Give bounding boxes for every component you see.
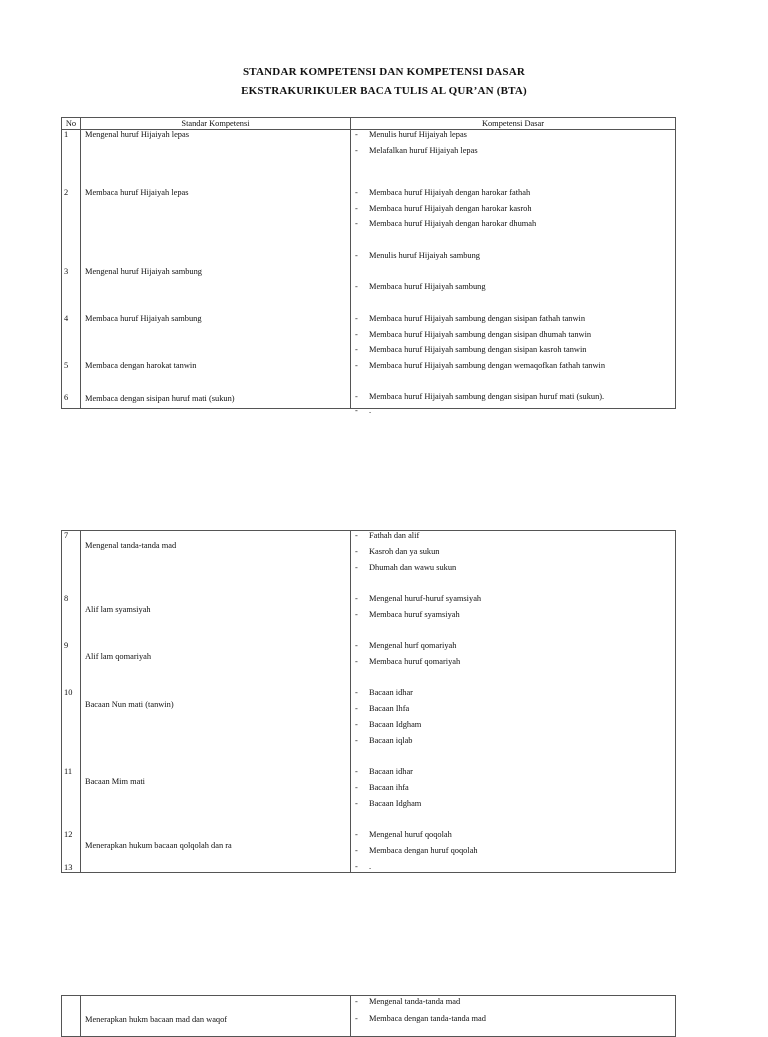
header-no: No bbox=[62, 118, 81, 130]
standar-kompetensi-text: Mengenal huruf Hijaiyah sambung bbox=[85, 267, 202, 276]
header-kompetensi-dasar: Kompetensi Dasar bbox=[351, 118, 676, 130]
kompetensi-dasar-item: - Bacaan Idgham bbox=[355, 720, 422, 729]
document-subtitle: EKSTRAKURIKULER BACA TULIS AL QUR’AN (BTA) bbox=[241, 85, 527, 97]
standar-kompetensi-column bbox=[81, 996, 351, 1037]
row-number: 8 bbox=[64, 594, 69, 603]
kompetensi-dasar-item: - Membaca dengan huruf qoqolah bbox=[355, 846, 478, 855]
kompetensi-dasar-column bbox=[351, 130, 676, 415]
competency-table-2 bbox=[61, 530, 676, 873]
kompetensi-dasar-item: - Membaca huruf syamsiyah bbox=[355, 610, 460, 619]
competency-table-3 bbox=[61, 995, 676, 1037]
kompetensi-dasar-item: - Membaca huruf Hijaiyah sambung dengan wemaqofkan fathah tanwin bbox=[355, 361, 606, 370]
row-number: 6 bbox=[64, 393, 69, 402]
standar-kompetensi-text: Membaca huruf Hijaiyah lepas bbox=[85, 188, 189, 197]
kompetensi-dasar-item: - . bbox=[355, 406, 372, 415]
kompetensi-dasar-item: - Membaca huruf qomariyah bbox=[355, 657, 461, 666]
number-column bbox=[62, 996, 81, 1037]
row-number: 11 bbox=[64, 767, 73, 776]
document-title: STANDAR KOMPETENSI DAN KOMPETENSI DASAR bbox=[242, 66, 526, 78]
number-column bbox=[62, 130, 81, 409]
kompetensi-dasar-item: - Melafalkan huruf Hijaiyah lepas bbox=[355, 146, 478, 155]
standar-kompetensi-text: Mengenal huruf Hijaiyah lepas bbox=[85, 130, 189, 139]
table-body-row bbox=[62, 130, 676, 409]
row-number: 12 bbox=[64, 830, 73, 839]
kompetensi-dasar-item: - Membaca dengan tanda-tanda mad bbox=[355, 1014, 486, 1023]
table-body-row bbox=[62, 531, 676, 873]
standar-kompetensi-text: Menerapkan hukum bacaan qolqolah dan ra bbox=[85, 841, 232, 850]
row-number: 3 bbox=[64, 267, 69, 276]
row-number: 10 bbox=[64, 688, 73, 697]
kompetensi-dasar-column bbox=[351, 531, 676, 873]
kompetensi-dasar-item: - Membaca huruf Hijaiyah sambung bbox=[355, 282, 486, 291]
competency-table-1 bbox=[61, 117, 676, 415]
kompetensi-dasar-item: - Membaca huruf Hijaiyah sambung dengan sisipan kasroh tanwin bbox=[355, 345, 587, 354]
kompetensi-dasar-item: - Membaca huruf Hijaiyah sambung dengan sisipan dhumah tanwin bbox=[355, 330, 592, 339]
row-number: 13 bbox=[64, 863, 73, 872]
standar-kompetensi-text: Bacaan Nun mati (tanwin) bbox=[85, 700, 174, 709]
standar-kompetensi-column bbox=[81, 130, 351, 409]
row-number: 4 bbox=[64, 314, 69, 323]
kompetensi-dasar-item: - Mengenal hurf qomariyah bbox=[355, 641, 457, 650]
kompetensi-dasar-item: - Membaca huruf Hijaiyah dengan harokar kasroh bbox=[355, 204, 532, 213]
kompetensi-dasar-item: - Bacaan ihfa bbox=[355, 783, 409, 792]
kompetensi-dasar-item: - Membaca huruf Hijaiyah sambung dengan sisipan fathah tanwin bbox=[355, 314, 586, 323]
standar-kompetensi-text: Mengenal tanda-tanda mad bbox=[85, 541, 177, 550]
standar-kompetensi-text: Membaca dengan sisipan huruf mati (sukun) bbox=[85, 394, 235, 403]
row-number: 9 bbox=[64, 641, 69, 650]
standar-kompetensi-text: Membaca dengan harokat tanwin bbox=[85, 361, 197, 370]
standar-kompetensi-text: Alif lam qomariyah bbox=[85, 652, 152, 661]
kompetensi-dasar-item: - Membaca huruf Hijaiyah sambung dengan sisipan huruf mati (sukun). bbox=[355, 392, 605, 401]
row-number: 1 bbox=[64, 130, 69, 139]
kompetensi-dasar-column bbox=[351, 996, 676, 1037]
kompetensi-dasar-item: - Dhumah dan wawu sukun bbox=[355, 563, 457, 572]
number-column bbox=[62, 531, 81, 873]
kompetensi-dasar-item: - . bbox=[355, 862, 372, 871]
header-standar-kompetensi: Standar Kompetensi bbox=[81, 118, 351, 130]
table-body-row bbox=[62, 996, 676, 1037]
row-number: 7 bbox=[64, 531, 69, 540]
kompetensi-dasar-item: - Membaca huruf Hijaiyah dengan harokar dhumah bbox=[355, 219, 537, 228]
standar-kompetensi-text: Membaca huruf Hijaiyah sambung bbox=[85, 314, 202, 323]
standar-kompetensi-text: Alif lam syamsiyah bbox=[85, 605, 151, 614]
row-number: 2 bbox=[64, 188, 69, 197]
kompetensi-dasar-item: - Bacaan Idgham bbox=[355, 799, 422, 808]
kompetensi-dasar-item: - Mengenal huruf-huruf syamsiyah bbox=[355, 594, 482, 603]
standar-kompetensi-text: Menerapkan hukm bacaan mad dan waqof bbox=[85, 1015, 228, 1024]
kompetensi-dasar-item: - Menulis huruf Hijaiyah lepas bbox=[355, 130, 467, 139]
kompetensi-dasar-item: - Bacaan idhar bbox=[355, 767, 413, 776]
row-number: 5 bbox=[64, 361, 69, 370]
standar-kompetensi-column bbox=[81, 531, 351, 873]
kompetensi-dasar-item: - Mengenal huruf qoqolah bbox=[355, 830, 452, 839]
kompetensi-dasar-item: - Mengenal tanda-tanda mad bbox=[355, 997, 461, 1006]
kompetensi-dasar-item: - Membaca huruf Hijaiyah dengan harokar fathah bbox=[355, 188, 531, 197]
kompetensi-dasar-item: - Bacaan Ihfa bbox=[355, 704, 410, 713]
kompetensi-dasar-item: - Kasroh dan ya sukun bbox=[355, 547, 440, 556]
kompetensi-dasar-item: - Bacaan iqlab bbox=[355, 736, 413, 745]
kompetensi-dasar-item: - Fathah dan alif bbox=[355, 531, 420, 540]
standar-kompetensi-text: Bacaan Mim mati bbox=[85, 777, 146, 786]
kompetensi-dasar-item: - Bacaan idhar bbox=[355, 688, 413, 697]
table-header-row bbox=[62, 118, 676, 130]
kompetensi-dasar-item: - Menulis huruf Hijaiyah sambung bbox=[355, 251, 480, 260]
